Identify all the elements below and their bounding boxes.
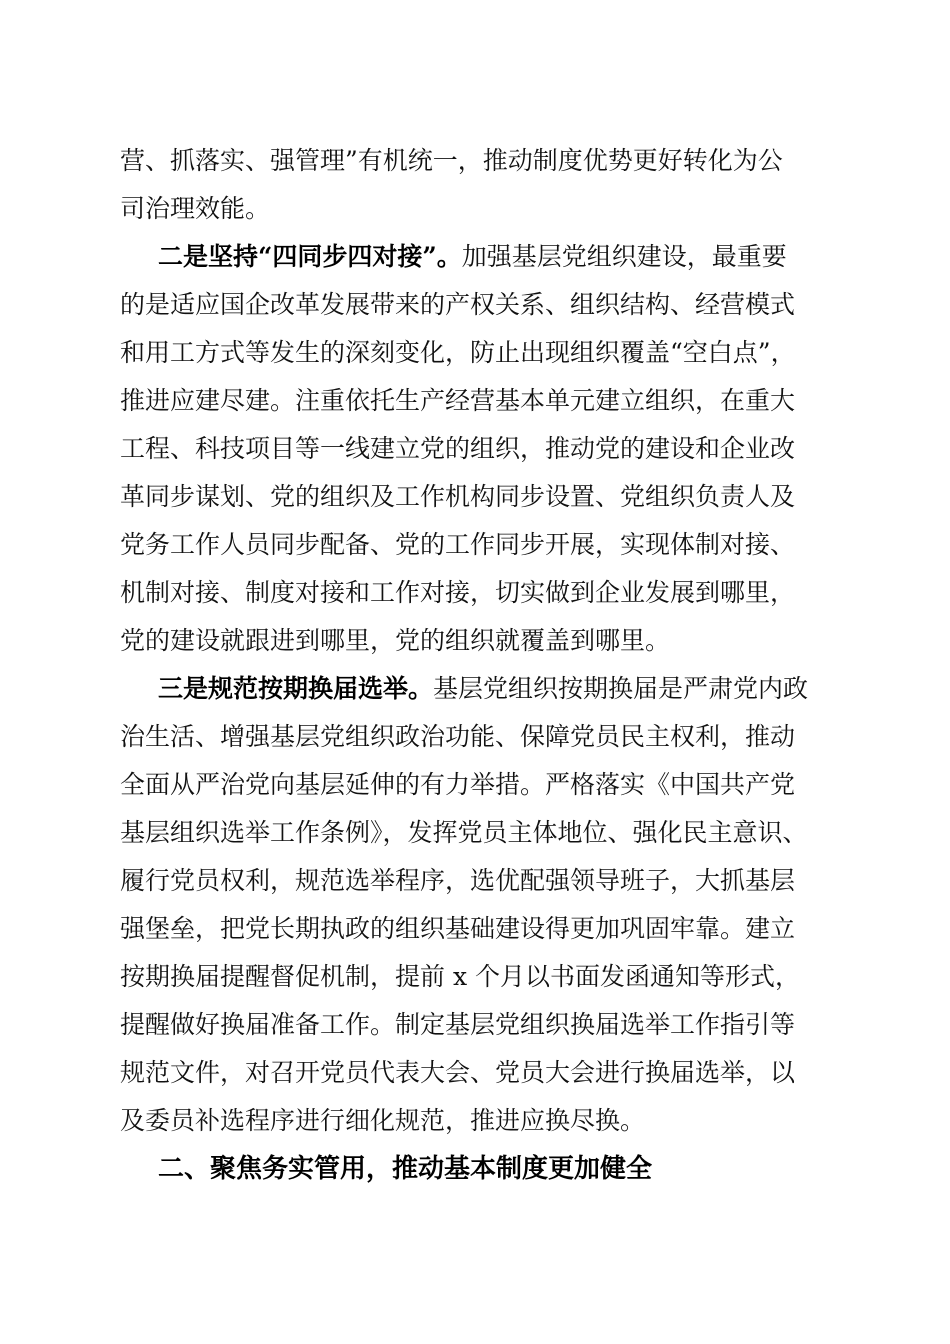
paragraph-2-line-2: 的是适应国企改革发展带来的产权关系、组织结构、经营模式 — [120, 290, 796, 319]
paragraph-2-lead: 二是坚持“四同步四对接”。 — [158, 242, 462, 271]
paragraph-2-line-7: 党务工作人员同步配备、党的工作同步开展，实现体制对接、 — [120, 530, 796, 559]
paragraph-2-line-9: 党的建设就跟进到哪里，党的组织就覆盖到哪里。 — [120, 626, 671, 655]
paragraph-3-line-2: 治生活、增强基层党组织政治功能、保障党员民主权利，推动 — [120, 722, 796, 751]
paragraph-3-line-8: 提醒做好换届准备工作。制定基层党组织换届选举工作指引等 — [120, 1010, 796, 1039]
paragraph-2-line-3: 和用工方式等发生的深刻变化，防止出现组织覆盖“空白点”， — [120, 338, 796, 367]
paragraph-3-line-1 — [158, 674, 808, 704]
paragraph-3-line-6: 强堡垒，把党长期执政的组织基础建设得更加巩固牢靠。建立 — [120, 914, 796, 943]
paragraph-3-line-1-rest: 基层党组织按期换届是严肃党内政 — [433, 674, 809, 703]
paragraph-3-line-3: 全面从严治党向基层延伸的有力举措。严格落实《中国共产党 — [120, 770, 796, 799]
paragraph-2-line-8: 机制对接、制度对接和工作对接，切实做到企业发展到哪里， — [120, 578, 796, 607]
paragraph-2-line-5: 工程、科技项目等一线建立党的组织，推动党的建设和企业改 — [120, 434, 796, 463]
paragraph-3-line-9: 规范文件，对召开党员代表大会、党员大会进行换届选举，以 — [120, 1058, 796, 1087]
paragraph-2-line-1-rest: 加强基层党组织建设，最重要 — [461, 242, 787, 271]
paragraph-2-line-1 — [158, 242, 787, 272]
paragraph-3-line-10: 及委员补选程序进行细化规范，推进应换尽换。 — [120, 1106, 646, 1135]
paragraph-3-line-5: 履行党员权利，规范选举程序，选优配强领导班子，大抓基层 — [120, 866, 796, 895]
section-heading: 二、聚焦务实管用，推动基本制度更加健全 — [158, 1154, 653, 1184]
paragraph-3-line-4: 基层组织选举工作条例》，发挥党员主体地位、强化民主意识、 — [120, 818, 808, 847]
paragraph-3-lead: 三是规范按期换届选举。 — [158, 674, 434, 703]
paragraph-2-line-6: 革同步谋划、党的组织及工作机构同步设置、党组织负责人及 — [120, 482, 796, 511]
paragraph-1-line-2: 司治理效能。 — [120, 194, 271, 223]
paragraph-3-line-7: 按期换届提醒督促机制，提前 x 个月以书面发函通知等形式， — [120, 962, 800, 991]
paragraph-1-line-1: 营、抓落实、强管理”有机统一，推动制度优势更好转化为公 — [120, 146, 783, 175]
paragraph-2-line-4: 推进应建尽建。注重依托生产经营基本单元建立组织，在重大 — [120, 386, 796, 415]
